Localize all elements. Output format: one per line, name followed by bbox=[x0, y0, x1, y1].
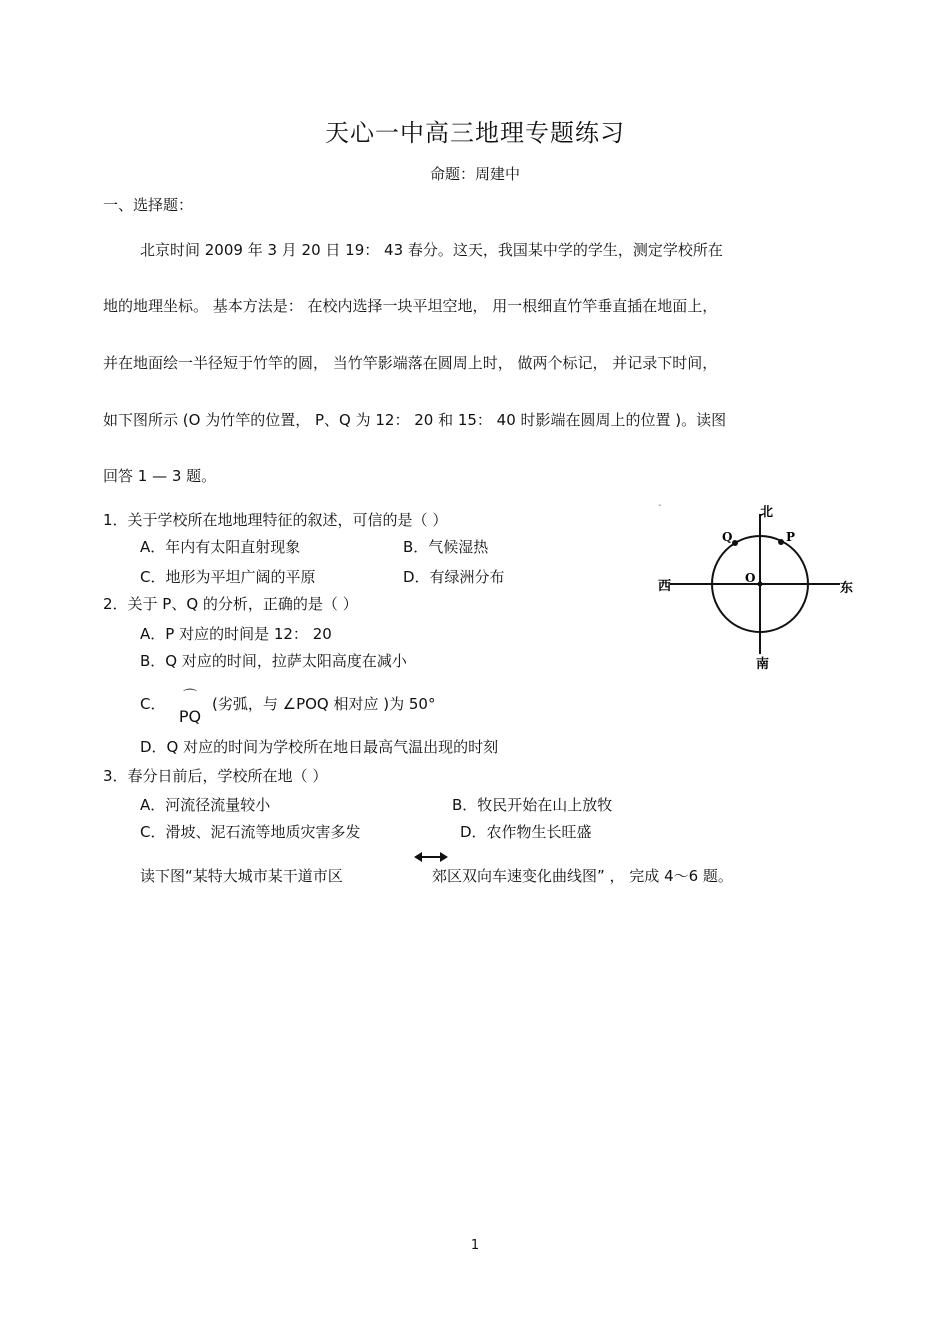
q2-stem: 2．关于 P、Q 的分析，正确的是（ ） bbox=[103, 595, 358, 613]
document-title: 天心一中高三地理专题练习 bbox=[325, 119, 625, 147]
label-origin: O bbox=[745, 571, 756, 585]
q1-option-b: B．气候湿热 bbox=[403, 538, 489, 556]
label-west: 西 bbox=[658, 579, 672, 594]
q2-option-a: A．P 对应的时间是 12： 20 bbox=[140, 625, 332, 643]
intro-line-1: 北京时间 2009 年 3 月 20 日 19： 43 春分。这天，我国某中学的学生，测定学校所在 bbox=[140, 241, 723, 259]
intro-line-5: 回答 1 — 3 题。 bbox=[103, 467, 217, 485]
author-line: 命题：周建中 bbox=[429, 165, 520, 183]
origin-point bbox=[758, 582, 763, 587]
intro-line-3: 并在地面绘一半径短于竹竿的圆， 当竹竿影端落在圆周上时， 做两个标记， 并记录下时间， bbox=[103, 354, 718, 372]
stray-mark: - bbox=[658, 500, 662, 511]
label-north: 北 bbox=[760, 505, 774, 520]
q3-option-c: C．滑坡、泥石流等地质灾害多发 bbox=[140, 823, 361, 841]
q3-stem: 3．春分日前后，学校所在地（ ） bbox=[103, 767, 328, 785]
q1-option-d: D．有绿洲分布 bbox=[403, 568, 505, 586]
intro-line-4: 如下图所示 (O 为竹竿的位置， P、Q 为 12： 20 和 15： 40 时影端在圆周上的位置 )。读图 bbox=[103, 411, 727, 429]
double-arrow-icon bbox=[414, 850, 448, 864]
q2-option-c-text: (劣弧，与 ∠POQ 相对应 )为 50° bbox=[212, 695, 436, 713]
q2-option-d: D．Q 对应的时间为学校所在地日最高气温出现的时刻 bbox=[140, 738, 499, 756]
q3-option-b: B．牧民开始在山上放牧 bbox=[452, 796, 613, 814]
label-q: Q bbox=[722, 530, 733, 544]
arc-symbol-icon: ⌒ bbox=[183, 689, 197, 705]
q1-stem: 1．关于学校所在地地理特征的叙述，可信的是（ ） bbox=[103, 511, 448, 529]
section-heading: 一、选择题： bbox=[103, 196, 194, 214]
q1-option-a: A．年内有太阳直射现象 bbox=[140, 538, 301, 556]
next-prompt-before: 读下图“某特大城市某干道市区 bbox=[140, 867, 343, 885]
q3-option-a: A．河流径流量较小 bbox=[140, 796, 271, 814]
q1-option-c: C．地形为平坦广阔的平原 bbox=[140, 568, 316, 586]
next-prompt-after: 郊区双向车速变化曲线图” ， 完成 4～6 题。 bbox=[432, 867, 733, 885]
q2-option-b: B．Q 对应的时间，拉萨太阳高度在减小 bbox=[140, 652, 407, 670]
page-number: 1 bbox=[470, 1238, 480, 1253]
arc-pq-label bbox=[174, 690, 206, 730]
label-south: 南 bbox=[756, 657, 770, 672]
label-p: P bbox=[786, 530, 796, 544]
q2-option-c-prefix: C． bbox=[140, 695, 166, 713]
label-east: 东 bbox=[840, 581, 854, 596]
arc-pq-text: PQ bbox=[178, 707, 202, 726]
intro-line-2: 地的地理坐标。 基本方法是： 在校内选择一块平坦空地， 用一根细直竹竿垂直插在地面上， bbox=[103, 297, 718, 315]
point-q-marker bbox=[732, 540, 738, 546]
q3-option-d: D．农作物生长旺盛 bbox=[460, 823, 592, 841]
point-p-marker bbox=[778, 539, 784, 545]
shadow-circle-diagram bbox=[650, 498, 860, 673]
